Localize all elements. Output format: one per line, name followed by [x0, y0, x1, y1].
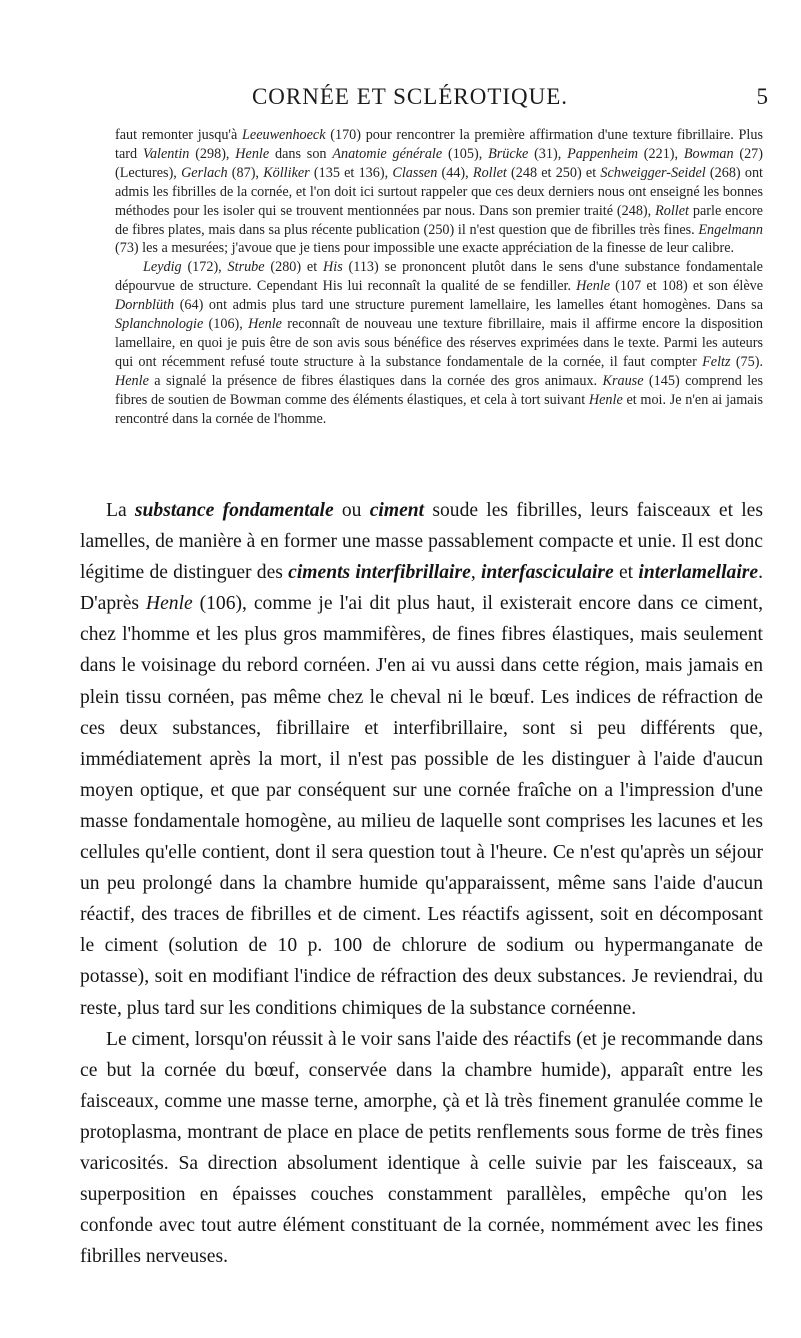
body-text: Le ciment, lorsqu'on réussit à le voir sans l'aide des réactifs (et je recommande dans ce but la cornée du bœuf, conservée dans la chambre humide), apparaît entre les faisceaux, comme une masse terne, amorphe, çà et là très finement granulée comme le protoplasma, montrant de place en place de petits renflements sous forme de très fines varicosités. Sa direction absolument identique à celle suivie par les faisceaux, sa superposition en épaisses couches constamment parallèles, empêche qu'on les confonde avec tout autre élément constituant de la cornée, nommément avec les fines fibrilles nerveuses.	[80, 1028, 763, 1268]
author-name: Feltz	[702, 353, 731, 370]
body-text: ,	[470, 562, 481, 584]
author-name: Henle	[145, 593, 193, 615]
footnote-text: (280) et	[264, 259, 323, 276]
body-text: La	[106, 500, 135, 521]
term-emphasis: ciment	[369, 500, 425, 521]
author-name: Classen	[392, 164, 438, 181]
author-name: Henle	[248, 316, 282, 333]
body-paragraph-2	[80, 1024, 763, 1273]
footnote-text: (113) se prononcent plutôt dans le sens d'une substance fondamentale dépourvue de structure. Cependant His lui reconnaît la qualité de se fendiller.	[115, 259, 763, 295]
author-name: Kölliker	[263, 164, 310, 181]
footnote-text: et moi. Je n'en ai jamais rencontré dans la cornée de l'homme.	[115, 391, 763, 427]
author-name: Henle	[576, 278, 611, 295]
author-name: Valentin	[142, 145, 190, 162]
author-name: Bowman	[683, 145, 734, 162]
footnote-text: a signalé la présence de fibres élastiques dans la cornée des gros animaux.	[148, 372, 603, 389]
author-name: His	[323, 259, 343, 276]
footnote-text: reconnaît de nouveau une texture fibrillaire, mais il affirme encore la disposition lamellaire, en quoi je puis être de son avis sous bénéfice des réserves exprimées dans le texte. Parmi les auteurs qui ont récemment refusé toute structure à la substance fondamentale de la cornée, il faut compter	[115, 316, 763, 370]
footnote-block	[115, 126, 763, 429]
author-name: Pappenheim	[567, 145, 638, 162]
footnote-text: (172),	[181, 259, 228, 276]
footnote-text: parle encore de fibres plates, mais dans sa plus récente publication (250) il n'est question que de fibrilles très fines.	[115, 202, 763, 238]
term-emphasis: ciments interfibrillaire	[288, 562, 471, 584]
author-name: Strube	[227, 259, 265, 276]
author-name: Gerlach	[181, 164, 228, 181]
footnote-text: (107 et 108) et son élève	[610, 278, 764, 295]
footnote-text: (87),	[227, 164, 264, 181]
footnote-text: faut remonter jusqu'à	[115, 127, 243, 143]
footnote-text: (221),	[637, 145, 684, 162]
footnote-text: (75).	[730, 353, 764, 370]
footnote-text: dans son	[269, 145, 333, 162]
body-text: soude les fibrilles, leurs faisceaux et les lamelles, de manière à en former une masse passablement compacte et unie. Il est donc légitime de distinguer des	[80, 500, 764, 584]
author-name: Henle	[588, 391, 623, 408]
author-name: Schweigger-Seidel	[600, 164, 706, 181]
author-name: Dornblüth	[115, 297, 175, 314]
footnote-paragraph-2	[115, 258, 763, 428]
running-title: CORNÉE ET SCLÉROTIQUE.	[251, 84, 569, 109]
book-title: Splanchnologie	[115, 316, 204, 333]
footnote-text: (298),	[189, 145, 236, 162]
footnote-text: (64) ont admis plus tard une structure purement lamellaire, les lamelles étant homogènes. Dans sa	[174, 297, 763, 314]
main-text	[80, 495, 763, 1272]
footnote-text: (135 et 136),	[309, 164, 393, 181]
footnote-text: (73) les a mesurées; j'avoue que je tiens pour impossible une exacte appréciation de la finesse de leur calibre.	[115, 240, 735, 257]
author-name: Henle	[115, 372, 149, 389]
body-paragraph-1	[80, 495, 763, 1024]
footnote-text: (27) (Lectures),	[115, 145, 763, 181]
footnote-text: (31),	[528, 145, 568, 162]
author-name: Leeuwenhoeck	[242, 127, 326, 143]
footnote-text: (248 et 250) et	[506, 164, 601, 181]
footnote-text: (106),	[203, 316, 249, 333]
author-name: Rollet	[472, 164, 507, 181]
footnote-text: (268) ont admis les fibrilles de la cornée, et l'on doit ici surtout rappeler que ces deux derniers nous ont enseigné les bonnes méthodes pour les isoler qui se trouvent mentionnées par nous. Dans son premier traité (248),	[115, 164, 763, 219]
footnote-paragraph-1	[115, 126, 763, 258]
body-text: ou	[333, 500, 370, 521]
footnote-text: (170) pour rencontrer la première affirmation d'une texture fibrillaire. Plus tard	[115, 127, 763, 162]
body-text: . D'après	[80, 562, 764, 615]
book-title: Anatomie générale	[332, 145, 443, 162]
term-emphasis: interlamellaire	[638, 562, 759, 584]
term-emphasis: interfasciculaire	[480, 562, 614, 584]
author-name: Rollet	[655, 202, 689, 219]
author-name: Leydig	[143, 259, 182, 276]
page-number: 5	[756, 84, 768, 109]
running-head	[60, 84, 768, 114]
author-name: Krause	[602, 372, 644, 389]
footnote-text: (145) comprend les fibres de soutien de Bowman comme des éléments élastiques, et cela à tort suivant	[115, 372, 763, 408]
author-name: Engelmann	[698, 221, 763, 238]
author-name: Brücke	[488, 145, 529, 162]
body-text: et	[613, 562, 639, 584]
footnote-text: (44),	[437, 164, 473, 181]
author-name: Henle	[235, 145, 270, 162]
term-emphasis: substance fondamentale	[134, 500, 334, 521]
footnote-text: (105),	[442, 145, 489, 162]
body-text: (106), comme je l'ai dit plus haut, il existerait encore dans ce ciment, chez l'homme et les plus gros mammifères, de fines fibres élastiques, mais seulement dans le voisinage du rebord cornéen. J'en ai vu aussi dans cette région, mais jamais en plein tissu cornéen, pas même chez le cheval ni le bœuf. Les indices de réfraction de ces deux substances, fibrillaire et interfibrillaire, sont si peu différents que, immédiatement après la mort, il n'est pas possible de les distinguer à l'aide d'aucun moyen optique, et que par conséquent sur une cornée fraîche on a l'impression d'une masse fondamentale homogène, au milieu de laquelle sont comprises les lacunes et les cellules qu'elle contient, dont il sera question tout à l'heure. Ce n'est qu'après un séjour un peu prolongé dans la chambre humide qu'apparaissent, même sans l'aide d'aucun réactif, des traces de fibrilles et de ciment. Les réactifs agissent, soit en décomposant le ciment (solution de 10 p. 100 de chlorure de sodium ou hypermanganate de potasse), soit en modifiant l'indice de réfraction des deux substances. Je reviendrai, du reste, plus tard sur les conditions chimiques de la substance cornéenne.	[80, 593, 764, 1019]
